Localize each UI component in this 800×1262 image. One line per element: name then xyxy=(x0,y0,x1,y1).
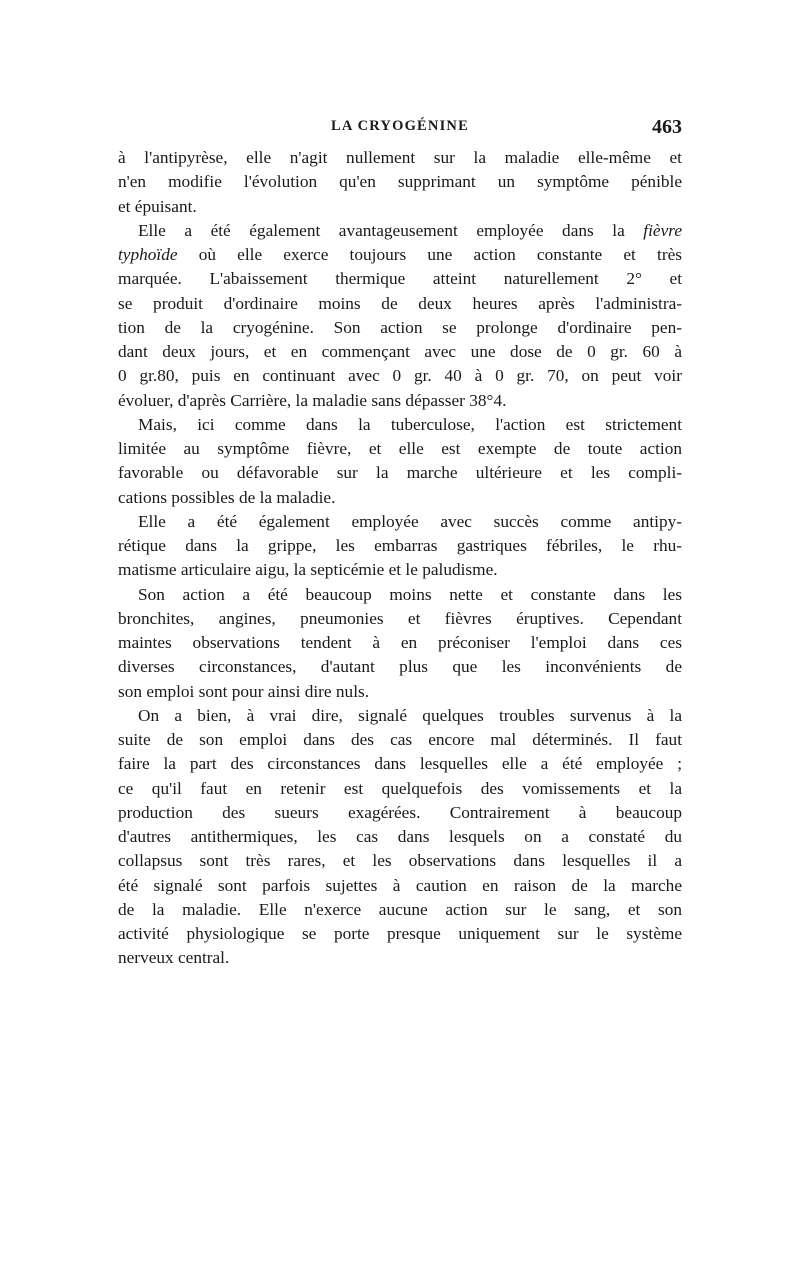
text-line xyxy=(118,243,682,267)
text-line: marquée. L'abaissement thermique atteint naturellement 2° et xyxy=(118,269,682,289)
text-line: n'en modifie l'évolution qu'en supprimant un symptôme pénible xyxy=(118,172,682,192)
italic-term: fièvre xyxy=(643,220,682,240)
text-line: suite de son emploi dans des cas encore mal déterminés. Il faut xyxy=(118,730,682,749)
text-line: maintes observations tendent à en préconiser l'emploi dans ces xyxy=(118,633,682,652)
text-line: matisme articulaire aigu, la septicémie et le paludisme. xyxy=(118,560,498,580)
paragraph-2 xyxy=(118,219,682,413)
text-line: et épuisant. xyxy=(118,196,197,216)
text-line: bronchites, angines, pneumonies et fièvres éruptives. Cependant xyxy=(118,608,682,628)
text-line: collapsus sont très rares, et les observations dans lesquelles il a xyxy=(118,851,682,871)
page-number: 463 xyxy=(652,116,682,138)
text-line: tion de la cryogénine. Son action se prolonge d'ordinaire pen- xyxy=(118,317,682,337)
text-line: de la maladie. Elle n'exerce aucune action sur le sang, et son xyxy=(118,899,682,919)
text-line: été signalé sont parfois sujettes à caution en raison de la marche xyxy=(118,875,682,895)
text-fragment: Elle a été également avantageusement employée dans la xyxy=(138,220,625,240)
text-line: favorable ou défavorable sur la marche ultérieure et les compli- xyxy=(118,463,682,483)
body-text xyxy=(118,146,682,971)
paragraph-5 xyxy=(118,583,682,704)
text-line: Elle a été également employée avec succès comme antipy- xyxy=(138,511,682,531)
text-line: 0 gr.80, puis en continuant avec 0 gr. 40 à 0 gr. 70, on peut voir xyxy=(118,366,682,386)
paragraph-6 xyxy=(118,704,682,971)
paragraph-1 xyxy=(118,146,682,219)
italic-term: typhoïde xyxy=(118,245,178,264)
paragraph-4 xyxy=(118,510,682,583)
text-line: On a bien, à vrai dire, signalé quelques troubles survenus à la xyxy=(138,705,682,725)
text-line: faire la part des circonstances dans lesquelles elle a été employée ; xyxy=(118,754,682,774)
text-line: production des sueurs exagérées. Contrairement à beaucoup xyxy=(118,802,682,822)
paragraph-3 xyxy=(118,413,682,510)
text-fragment: où elle exerce toujours une action constante et très xyxy=(198,245,682,264)
text-line: ce qu'il faut en retenir est quelquefois des vomissements et la xyxy=(118,778,682,798)
text-line: nerveux central. xyxy=(118,948,230,968)
running-title: LA CRYOGÉNINE xyxy=(331,118,469,134)
text-line xyxy=(118,219,682,243)
text-line: dant deux jours, et en commençant avec une dose de 0 gr. 60 à xyxy=(118,342,682,361)
text-line: Son action a été beaucoup moins nette et constante dans les xyxy=(138,584,682,604)
text-line: cations possibles de la maladie. xyxy=(118,487,336,507)
text-line: se produit d'ordinaire moins de deux heures après l'administra- xyxy=(118,293,682,313)
text-line: diverses circonstances, d'autant plus que les inconvénients de xyxy=(118,657,682,677)
text-line: à l'antipyrèse, elle n'agit nullement sur la maladie elle-même et xyxy=(118,148,682,167)
text-line: d'autres antithermiques, les cas dans lesquels on a constaté du xyxy=(118,827,682,846)
text-line: activité physiologique se porte presque uniquement sur le système xyxy=(118,924,682,943)
text-line: limitée au symptôme fièvre, et elle est exempte de toute action xyxy=(118,439,682,458)
text-line: rétique dans la grippe, les embarras gastriques fébriles, le rhu- xyxy=(118,536,682,555)
text-line: évoluer, d'après Carrière, la maladie sans dépasser 38°4. xyxy=(118,390,507,410)
running-head xyxy=(118,118,682,142)
text-line: son emploi sont pour ainsi dire nuls. xyxy=(118,681,370,701)
text-line: Mais, ici comme dans la tuberculose, l'action est strictement xyxy=(138,414,682,434)
